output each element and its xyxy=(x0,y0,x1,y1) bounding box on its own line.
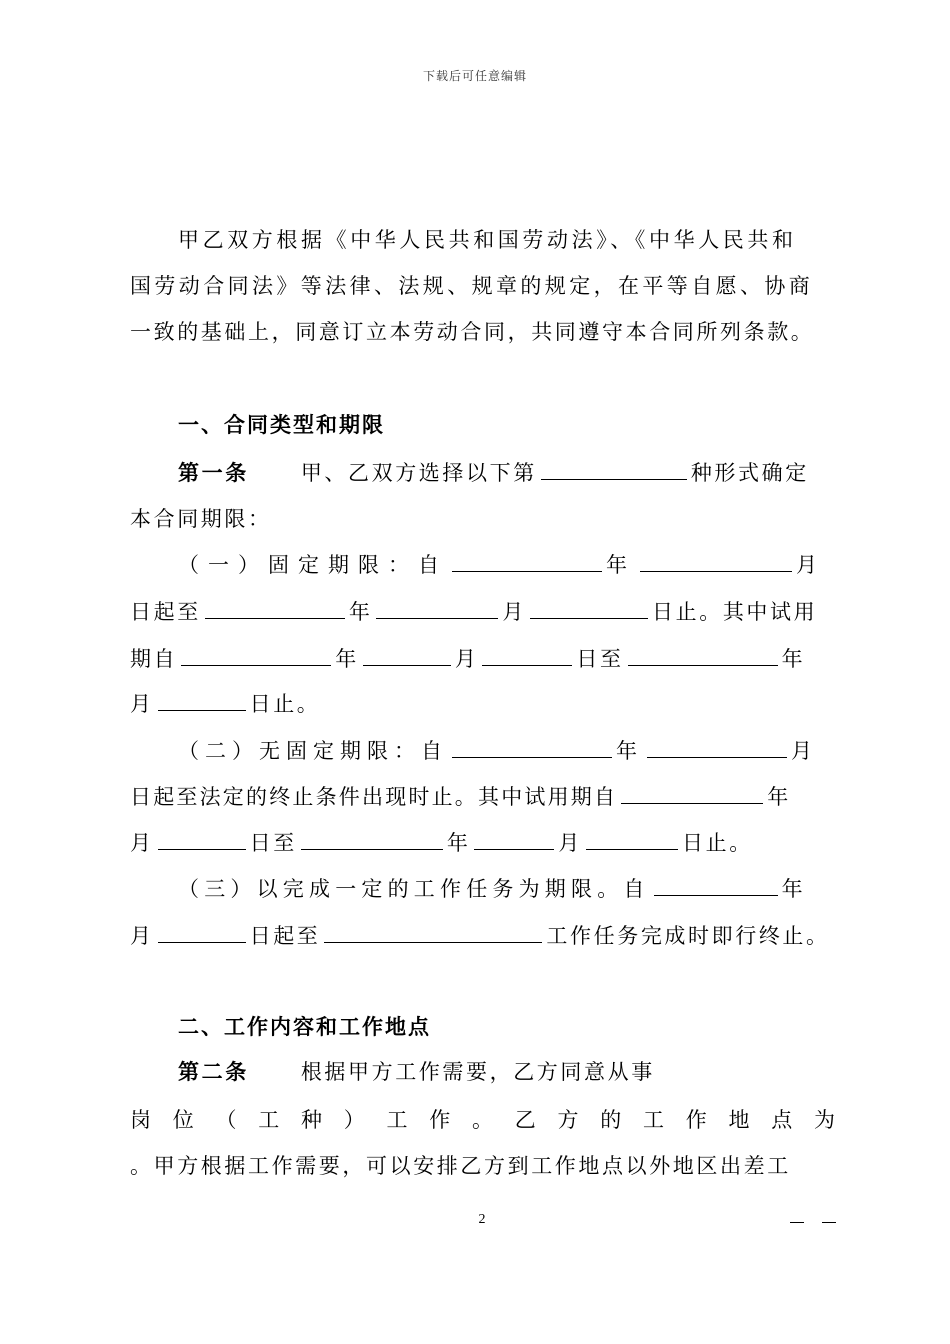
opt1-line-2 xyxy=(130,596,817,626)
opt1-text-m: 月 xyxy=(130,692,154,716)
opt2-text-h: 年 xyxy=(446,831,471,855)
opt1-start-month-blank[interactable] xyxy=(640,549,792,572)
article-1-text-a: 甲、乙双方选择以下第 xyxy=(300,461,537,485)
opt3-line-1 xyxy=(178,873,808,903)
opt1-line-1 xyxy=(178,549,826,579)
article-2-line-1 xyxy=(178,1058,655,1086)
article-2-line-2 xyxy=(130,1106,835,1134)
opt3-text-c: 月 xyxy=(130,924,154,948)
opt2-text-f: 月 xyxy=(130,831,154,855)
intro-line-2: 国劳动合同法》等法律、法规、规章的规定，在平等自愿、协商 xyxy=(130,274,814,298)
opt1-text-e: 年 xyxy=(348,600,373,624)
opt1-text-k: 日至 xyxy=(576,647,624,671)
opt2-start-month-blank[interactable] xyxy=(647,735,787,758)
article-2-char: 工 xyxy=(258,1108,280,1132)
article-2-char: 工 xyxy=(386,1108,408,1132)
opt2-text-b: 年 xyxy=(616,739,643,763)
article-2-char: 为 xyxy=(814,1108,835,1132)
opt1-line-4 xyxy=(130,688,320,718)
article-2-char: 位 xyxy=(172,1108,194,1132)
opt2-trial-start-year-blank[interactable] xyxy=(621,781,763,804)
opt3-start-year-blank[interactable] xyxy=(654,873,778,896)
intro-line-1 xyxy=(178,226,833,254)
opt1-trial-start-day-blank[interactable] xyxy=(482,643,572,666)
opt2-trial-end-month-blank[interactable] xyxy=(474,827,554,850)
opt1-text-f: 月 xyxy=(502,600,527,624)
opt1-trial-end-day-blank[interactable] xyxy=(158,688,246,711)
opt1-text-g: 日止。其中试用 xyxy=(652,600,818,624)
opt2-line-3 xyxy=(130,827,753,857)
page-number: 2 xyxy=(478,1212,486,1227)
opt3-text-e: 工作任务完成时即行终止。 xyxy=(546,924,830,948)
opt2-trial-end-year-blank[interactable] xyxy=(301,827,443,850)
opt1-text-j: 月 xyxy=(454,647,479,671)
article-2-line-3: 。甲方根据工作需要，可以安排乙方到工作地点以外地区出差工 xyxy=(130,1154,791,1178)
article-2-char: 作 xyxy=(429,1108,451,1132)
opt2-line-2 xyxy=(130,781,790,811)
opt2-trial-start-month-blank[interactable] xyxy=(158,827,246,850)
article-2-char: 。 xyxy=(472,1108,493,1132)
article-2-char: 乙 xyxy=(514,1108,536,1132)
opt1-trial-start-year-blank[interactable] xyxy=(181,643,331,666)
article-1-text-b: 种形式确定 xyxy=(690,461,809,485)
opt1-start-year-blank[interactable] xyxy=(452,549,602,572)
opt3-text-b: 年 xyxy=(781,877,808,901)
opt1-text-n: 日止。 xyxy=(249,692,321,716)
opt2-text-e: 年 xyxy=(767,785,791,809)
article-1-line-2: 本合同期限： xyxy=(130,507,272,531)
article-2-text: 根据甲方工作需要，乙方同意从事 xyxy=(300,1060,655,1084)
article-1-line-1 xyxy=(178,457,809,487)
opt1-end-month-blank[interactable] xyxy=(376,596,498,619)
article-2-char: （ xyxy=(215,1108,237,1132)
article-2-char: 地 xyxy=(728,1108,750,1132)
opt1-line-3 xyxy=(130,643,805,673)
article-1-label: 第一条 xyxy=(178,460,249,485)
opt1-trial-end-year-blank[interactable] xyxy=(628,643,778,666)
article-2-char: 的 xyxy=(600,1108,622,1132)
opt2-text-d: 日起至法定的终止条件出现时止。其中试用期自 xyxy=(130,785,618,809)
opt1-end-day-blank[interactable] xyxy=(530,596,648,619)
opt3-text-d: 日起至 xyxy=(249,924,321,948)
footer-dash xyxy=(790,1222,804,1223)
form-choice-blank[interactable] xyxy=(541,457,687,480)
opt3-start-day-blank[interactable] xyxy=(158,920,246,943)
article-2-char: 作 xyxy=(685,1108,707,1132)
intro-text-1: 甲乙双方根据《中华人民共和国劳动法》、《中华人民共和 xyxy=(178,228,797,252)
opt1-end-year-blank[interactable] xyxy=(205,596,345,619)
opt2-text-j: 日止。 xyxy=(682,831,753,855)
opt1-text-i: 年 xyxy=(335,647,359,671)
article-2-char: ） xyxy=(343,1108,365,1132)
opt2-start-year-blank[interactable] xyxy=(452,735,612,758)
opt1-trial-start-month-blank[interactable] xyxy=(363,643,451,666)
opt1-text-l: 年 xyxy=(781,647,806,671)
opt1-text-a: （一）固定期限：自 xyxy=(178,553,448,577)
intro-line-3: 一致的基础上，同意订立本劳动合同，共同遵守本合同所列条款。 xyxy=(130,320,815,344)
footer-dash xyxy=(822,1222,836,1223)
opt2-text-i: 月 xyxy=(558,831,583,855)
article-2-char: 种 xyxy=(301,1108,322,1132)
opt2-text-a: （二）无固定期限：自 xyxy=(178,739,448,763)
opt1-text-b: 年 xyxy=(606,553,636,577)
opt2-text-g: 日至 xyxy=(249,831,297,855)
opt2-text-c: 月 xyxy=(791,739,818,763)
opt1-text-d: 日起至 xyxy=(130,600,201,624)
opt2-trial-end-day-blank[interactable] xyxy=(586,827,678,850)
article-2-char: 岗 xyxy=(130,1108,151,1132)
article-2-char: 工 xyxy=(643,1108,664,1132)
article-2-char: 方 xyxy=(557,1108,579,1132)
page-header: 下载后可任意编辑 xyxy=(422,69,527,83)
opt3-task-blank[interactable] xyxy=(324,920,542,943)
opt3-text-a: （三）以完成一定的工作任务为期限。自 xyxy=(178,877,650,901)
opt3-line-2 xyxy=(130,920,830,950)
section-2-title: 二、工作内容和工作地点 xyxy=(178,1014,431,1039)
opt1-text-h: 期自 xyxy=(130,647,178,671)
article-2-char: 点 xyxy=(771,1108,793,1132)
article-2-label: 第二条 xyxy=(178,1059,249,1084)
opt1-text-c: 月 xyxy=(796,553,826,577)
section-1-title: 一、合同类型和期限 xyxy=(178,412,385,437)
opt2-line-1 xyxy=(178,735,818,765)
